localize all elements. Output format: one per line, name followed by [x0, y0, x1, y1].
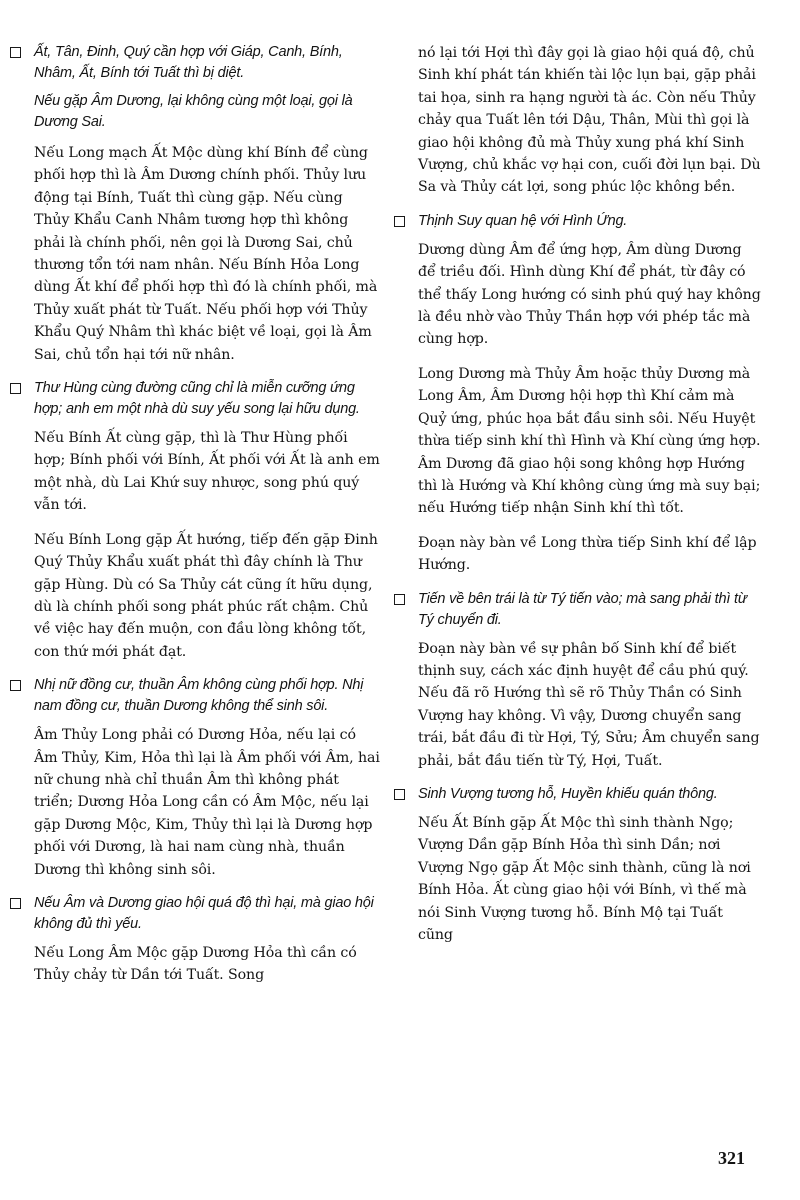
body-paragraph: Nếu Bính Long gặp Ất hướng, tiếp đến gặp Đinh Quý Thủy Khẩu xuất phát thì đây chính là Thư gặp Hùng. Dù có Sa Thủy cát cũng ít hữu dụng, dù là chính phối song phát phúc rất chậm. Chủ về việc hay đến muộn, con đầu lòng không tốt, con thứ mới phát đạt.: [34, 531, 378, 660]
checkbox-bullet-icon: [10, 47, 21, 58]
section-6: [392, 589, 762, 772]
section-heading: Thư Hùng cùng đường cũng chỉ là miễn cưỡng ứng hợp; anh em một nhà dù suy yếu song lại hữu dụng.: [34, 380, 360, 418]
left-column: [8, 42, 380, 999]
continuation-paragraph: nó lại tới Hợi thì đây gọi là giao hội quá độ, chủ Sinh khí phát tán khiến tài lộc lụn bại, gặp phải tai họa, sinh ra hạng người tà ác. Còn nếu Thủy chảy qua Tuất lên tới Dậu, Thân, Mùi thì gọi là giao hội không đủ mà Thủy xung phá khí Sinh Vượng, chủ khắc vợ hại con, cuối đời lụn bại. Dù Sa và Thủy cát lợi, song phúc lộc không bền.: [418, 45, 761, 196]
section-heading: Thịnh Suy quan hệ với Hình Ứng.: [418, 212, 628, 229]
checkbox-bullet-icon: [394, 789, 405, 800]
body-paragraph: Nếu Bính Ất cùng gặp, thì là Thư Hùng phối hợp; Bính phối với Bính, Ất phối với Ất là anh em một nhà, dù Lai Khứ suy nhược, song phú quý vẫn tới.: [34, 430, 380, 514]
body-paragraph: Dương dùng Âm để ứng hợp, Âm dùng Dương để triều đối. Hình dùng Khí để phát, từ đây có thể thấy Long hướng có sinh phú quý hay không là đều nhờ vào Thủy Thần hợp với phép tắc mà cùng hợp.: [418, 241, 761, 348]
checkbox-bullet-icon: [394, 216, 405, 227]
body-paragraph: Âm Thủy Long phải có Dương Hỏa, nếu lại có Âm Thủy, Kim, Hỏa thì lại là Âm phối với Âm, hai nữ chung nhà chỉ thuần Âm thì không phát triển; Dương Hỏa Long cần có Âm Mộc, nếu lại gặp Dương Mộc, Kim, Thủy thì lại là Dương hợp phối với Dương, là hai nam cùng nhà, thuần Dương thì không sinh sôi.: [34, 727, 380, 878]
checkbox-bullet-icon: [10, 383, 21, 394]
section-heading: Ất, Tân, Đinh, Quý cần hợp với Giáp, Canh, Bính, Nhâm, Ất, Bính tới Tuất thì bị diệt.: [34, 44, 343, 81]
section-5: [392, 211, 762, 577]
body-paragraph: Đoạn này bàn về sự phân bố Sinh khí để biết thịnh suy, cách xác định huyệt để cầu phú quý. Nếu đã rõ Hướng thì sẽ rõ Thủy Thần có Sinh Vượng hay không. Vì vậy, Dương chuyển sang trái, bắt đầu đi từ Hợi, Tý, Sửu; Âm chuyển sang phải, bắt đầu tiến từ Tý, Hợi, Tuất.: [418, 640, 760, 769]
checkbox-bullet-icon: [394, 594, 405, 605]
section-subheading: Nếu gặp Âm Dương, lại không cùng một loại, gọi là Dương Sai.: [34, 93, 353, 130]
body-paragraph: Nếu Long Âm Mộc gặp Dương Hỏa thì cần có Thủy chảy từ Dần tới Tuất. Song: [34, 944, 357, 984]
section-heading: Tiến về bên trái là từ Tý tiến vào; mà sang phải thì từ Tý chuyển đi.: [418, 590, 747, 628]
section-heading: Sinh Vượng tương hỗ, Huyền khiếu quán thông.: [418, 785, 718, 802]
body-paragraph: Đoạn này bàn về Long thừa tiếp Sinh khí để lập Hướng.: [418, 534, 757, 574]
checkbox-bullet-icon: [10, 680, 21, 691]
page-number: 321: [718, 1148, 745, 1168]
body-paragraph: Long Dương mà Thủy Âm hoặc thủy Dương mà Long Âm, Âm Dương hội hợp thì Khí cảm mà Quỷ ứng, phúc họa bắt đầu sinh sôi. Nếu Huyệt thừa tiếp sinh khí thì Hình và Khí cùng ứng hợp. Âm Dương đã giao hội song không hợp Hướng thì là Hướng và Khí không cùng ứng mà suy bại; nếu Hướng tiếp nhận Sinh khí thì tốt.: [418, 365, 761, 517]
section-1: [8, 42, 380, 366]
checkbox-bullet-icon: [10, 898, 21, 909]
section-7: [392, 784, 762, 946]
section-4: [8, 893, 380, 987]
body-paragraph: Nếu Long mạch Ất Mộc dùng khí Bính để cùng phối hợp thì là Âm Dương chính phối. Thủy lưu động tại Bính, Tuất thì cùng gặp. Nếu cùng Thủy Khẩu Canh Nhâm tương hợp thì không phải là chính phối, nên gọi là Dương Sai, chủ thương tổn tới nam nhân. Nếu Bính Hỏa Long dùng Ất khí để phối hợp thì đó là chính phối, mà Thủy xuất phát từ Tuất. Nếu phối hợp với Thủy Khẩu Quý Nhâm thì khác biệt về loại, gọi là Âm Sai, chủ tổn hại tới nữ nhân.: [34, 145, 378, 363]
section-heading: Nếu Âm và Dương giao hội quá độ thì hại, mà giao hội không đủ thì yếu.: [34, 894, 374, 932]
section-heading: Nhị nữ đồng cư, thuần Âm không cùng phối hợp. Nhị nam đồng cư, thuần Dương không thể sinh sôi.: [34, 677, 364, 715]
continuation-block: [392, 42, 762, 199]
body-paragraph: Nếu Ất Bính gặp Ất Mộc thì sinh thành Ngọ; Vượng Dần gặp Bính Hỏa thì sinh Dần; nơi Vượng Ngọ gặp Ất Mộc sinh thành, cũng là nơi Bính Hỏa. Ất cùng giao hội với Bính, vì thế mà nói Sinh Vượng tương hỗ. Bính Mộ tại Tuất cũng: [418, 814, 751, 943]
right-column: [392, 42, 762, 958]
section-2: [8, 378, 380, 663]
section-3: [8, 675, 380, 881]
